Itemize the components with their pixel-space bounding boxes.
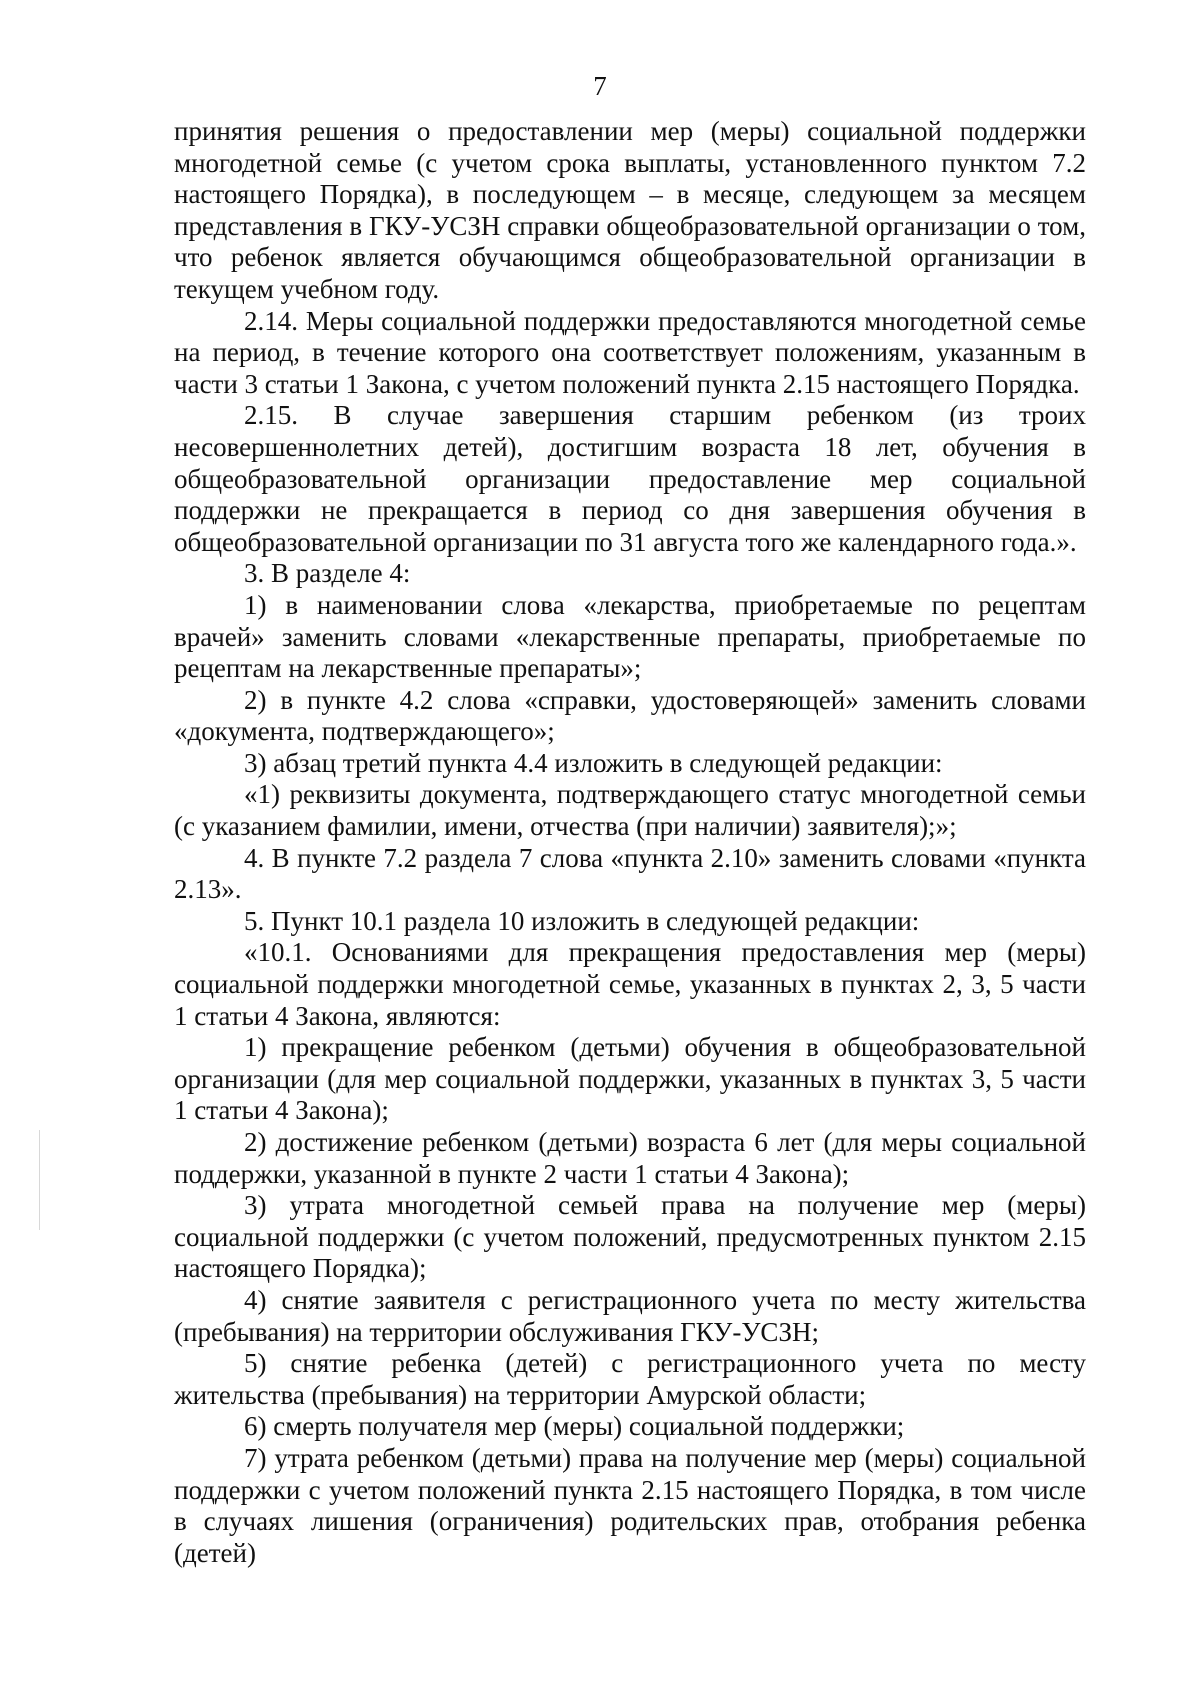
paragraph-section-4-item-3: 3) абзац третий пункта 4.4 изложить в следующей редакции: (244, 747, 943, 778)
paragraph-section-4-item-1: 1) в наименовании слова «лекарства, приобретаемые по рецептам врачей» заменить словами «лекарственные препараты, приобретаемые по рецептам на лекарственные препараты»; (174, 589, 1086, 684)
paragraph-10-1-item-7: 7) утрата ребенком (детьми) права на получение мер (меры) социальной поддержки с учетом положений пункта 2.15 настоящего Порядка, в том числе в случаях лишения (ограничения) родительских прав, отобрания ребенка (детей) (174, 1442, 1086, 1568)
paragraph-10-1-item-3: 3) утрата многодетной семьей права на получение мер (меры) социальной поддержки (с учетом положений, предусмотренных пунктом 2.15 настоящего Порядка); (174, 1190, 1086, 1284)
paragraph-10-1-item-5: 5) снятие ребенка (детей) с регистрационного учета по месту жительства (пребывания) на территории Амурской области; (174, 1348, 1086, 1410)
page-number: 7 (593, 71, 607, 101)
paragraph-10-1-item-6: 6) смерть получателя мер (меры) социальной поддержки; (244, 1411, 905, 1442)
paragraph-section-4-quote: «1) реквизиты документа, подтверждающего статус многодетной семьи (с указанием фамилии, имени, отчества (при наличии) заявителя);»; (174, 779, 1086, 842)
paragraph-2-14: 2.14. Меры социальной поддержки предоставляются многодетной семье на период, в течение которого она соответствует положениям, указанным в части 3 статьи 1 Закона, с учетом положений пункта 2.15 настоящего Порядка. (174, 305, 1086, 399)
document-body (174, 116, 1086, 1569)
paragraph-section-4-item-2: 2) в пункте 4.2 слова «справки, удостоверяющей» заменить словами «документа, подтверждающего»; (174, 684, 1086, 747)
paragraph-item-4: 4. В пункте 7.2 раздела 7 слова «пункта 2.10» заменить словами «пункта 2.13». (174, 842, 1086, 905)
paragraph-10-1-item-4: 4) снятие заявителя с регистрационного учета по месту жительства (пребывания) на территории обслуживания ГКУ-УСЗН; (174, 1284, 1086, 1347)
paragraph-10-1-item-2: 2) достижение ребенком (детьми) возраста 6 лет (для меры социальной поддержки, указанной в пункте 2 части 1 статьи 4 Закона); (174, 1127, 1086, 1189)
scan-edge-mark (39, 1130, 40, 1230)
paragraph-10-1-item-1: 1) прекращение ребенком (детьми) обучения в общеобразовательной организации (для мер социальной поддержки, указанных в пунктах 3, 5 части 1 статьи 4 Закона); (174, 1032, 1086, 1126)
paragraph-10-1: «10.1. Основаниями для прекращения предоставления мер (меры) социальной поддержки многодетной семье, указанных в пунктах 2, 3, 5 части 1 статьи 4 Закона, являются: (174, 937, 1086, 1031)
paragraph-section-4-heading: 3. В разделе 4: (244, 558, 411, 589)
paragraph-item-5: 5. Пункт 10.1 раздела 10 изложить в следующей редакции: (244, 905, 920, 936)
paragraph-2-15: 2.15. В случае завершения старшим ребенком (из троих несовершеннолетних детей), достигшим возраста 18 лет, обучения в общеобразовательной организации предоставление мер социальной поддержки не прекращается в период со дня завершения обучения в общеобразовательной организации по 31 августа того же календарного года.». (174, 400, 1086, 557)
paragraph-continuation: принятия решения о предоставлении мер (меры) социальной поддержки многодетной семье (с учетом срока выплаты, установленного пунктом 7.2 настоящего Порядка), в последующем – в месяце, следующем за месяцем представления в ГКУ-УСЗН справки общеобразовательной организации о том, что ребенок является обучающимся общеобразовательной организации в текущем учебном году. (174, 116, 1086, 304)
